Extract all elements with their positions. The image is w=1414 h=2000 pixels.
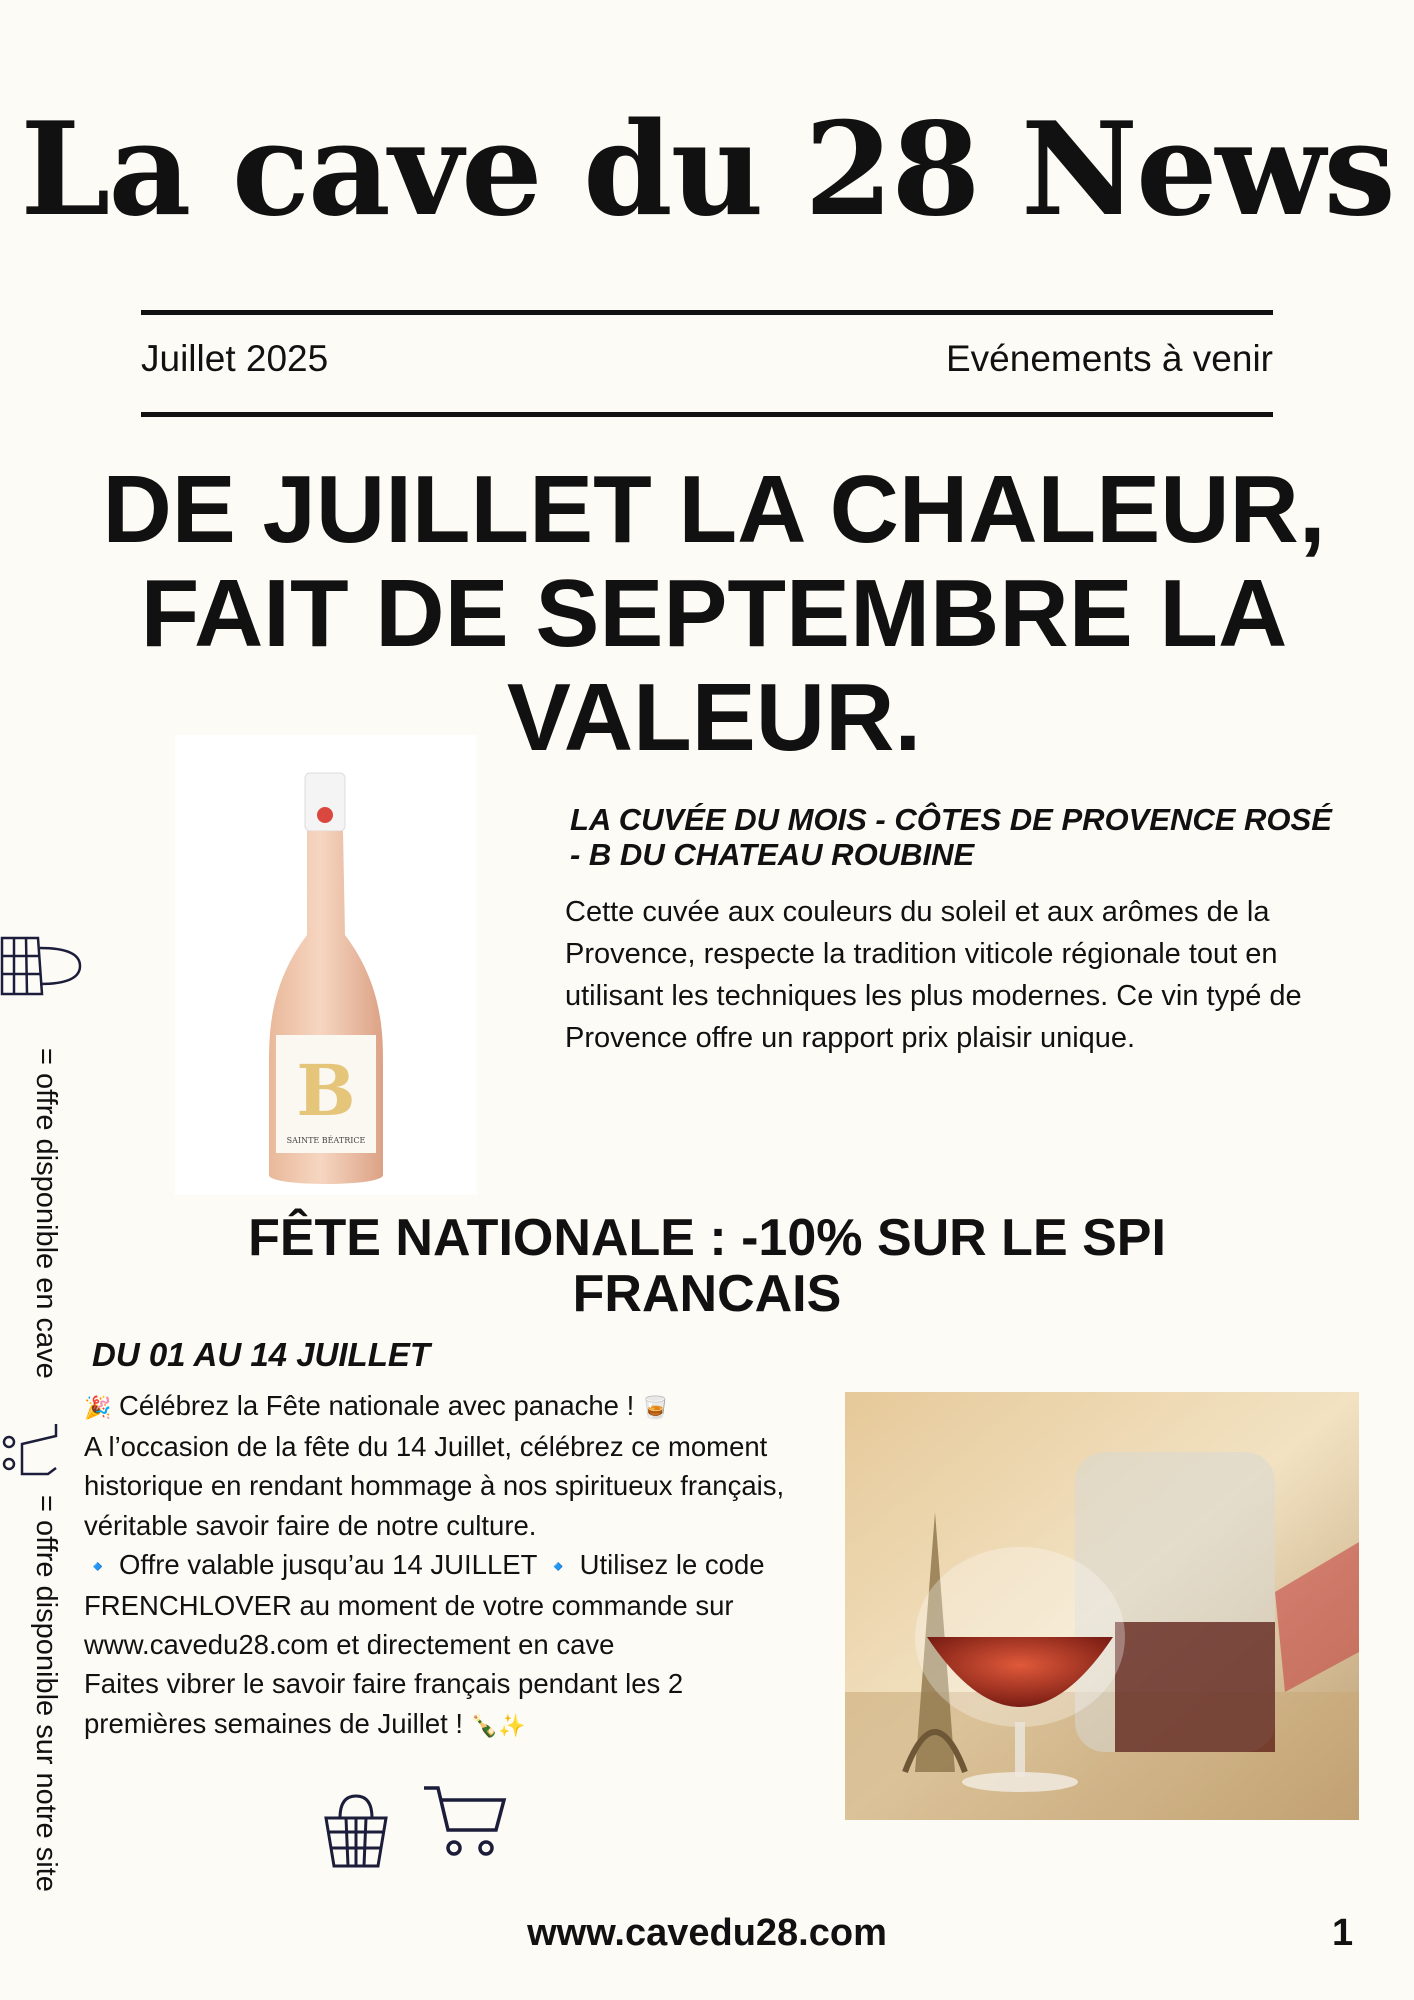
fete-dates: DU 01 AU 14 JUILLET [92, 1336, 431, 1373]
whisky-glass-icon: 🥃 [641, 1395, 670, 1420]
cuvee-description: Cette cuvée aux couleurs du soleil et aux arômes de la Provence, respecte la tradition viticole régionale tout en utilisant les techniques les plus modernes. Ce vin typé de Provence offre un rapport prix plaisir unique. [565, 896, 1302, 1054]
cart-icon [0, 1420, 60, 1480]
basket-icon [0, 928, 86, 1004]
section-label: Evénements à venir [945, 338, 1273, 379]
cuvee-title: LA CUVÉE DU MOIS - CÔTES DE PROVENCE ROSÉ - B DU CHATEAU ROUBINE [570, 802, 1332, 872]
bottle-label-letter: B [296, 1049, 356, 1132]
fete-code: Utilisez le code FRENCHLOVER au moment de votre commande sur www.cavedu28.com et directement en cave [84, 1548, 765, 1661]
fete-title: FÊTE NATIONALE : -10% SUR LE SPI FRANCAIS [248, 1209, 1166, 1323]
headline: DE JUILLET LA CHALEUR, FAIT DE SEPTEMBRE LA VALEUR. [102, 456, 1326, 771]
masthead-title: La cave du 28 News [20, 95, 1394, 245]
diamond-icon: 🔹 [84, 1553, 112, 1579]
legend-online: = offre disponible sur notre site [30, 1495, 62, 1892]
issue-date: Juillet 2025 [141, 338, 329, 379]
diamond-icon: 🔹 [544, 1553, 572, 1579]
sparkles-icon: ✨ [498, 1712, 526, 1738]
fete-paragraph: A l’occasion de la fête du 14 Juillet, célébrez ce moment historique en rendant hommage à nos spiritueux français, véritable savoir faire de notre culture. [84, 1431, 785, 1541]
top-rule [141, 310, 1273, 315]
fete-offer: Offre valable jusqu’au 14 JUILLET [119, 1548, 537, 1580]
page-number: 1 [1332, 1912, 1354, 1954]
bottom-rule [141, 412, 1273, 417]
fete-line1: Célébrez la Fête nationale avec panache ! [119, 1390, 635, 1421]
cart-icon [420, 1782, 508, 1862]
legend-in-store: = offre disponible en cave [30, 1048, 62, 1379]
basket-icon [320, 1782, 392, 1872]
fete-closing: Faites vibrer le savoir faire français pendant les 2 premières semaines de Juillet ! [84, 1668, 684, 1739]
champagne-icon: 🍾 [470, 1712, 499, 1738]
cognac-glass-photo [845, 1392, 1359, 1820]
footer-url[interactable]: www.cavedu28.com [527, 1912, 887, 1954]
fete-body [84, 1386, 804, 1745]
bottle-label-text: SAINTE BÉATRICE [286, 1136, 366, 1145]
party-popper-icon: 🎉 [84, 1395, 112, 1420]
wine-bottle-photo [175, 735, 477, 1195]
